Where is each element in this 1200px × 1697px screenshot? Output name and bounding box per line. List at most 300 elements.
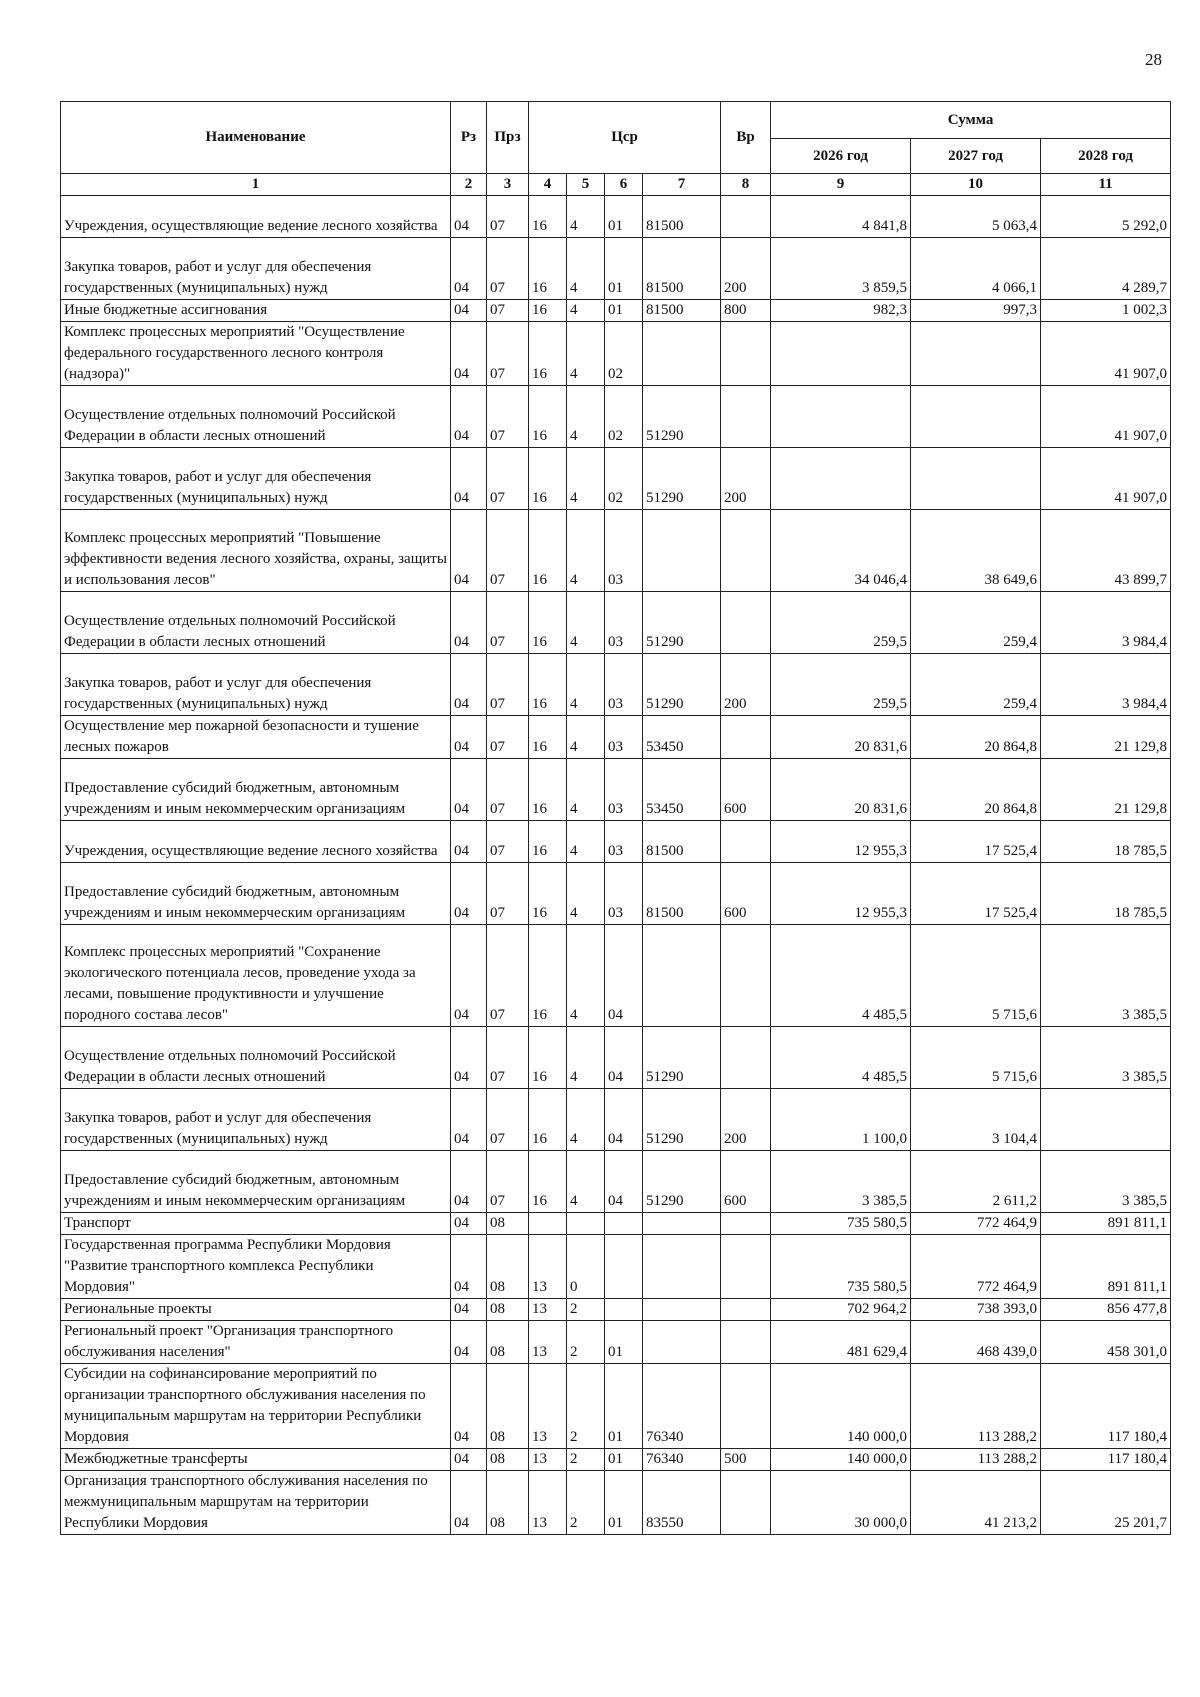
table-body — [61, 196, 1171, 1535]
row-csr-3: 04 — [605, 1151, 643, 1213]
row-rz: 04 — [451, 1449, 487, 1471]
row-sum-2028: 3 984,4 — [1041, 592, 1171, 654]
row-csr-3: 01 — [605, 238, 643, 300]
row-name: Предоставление субсидий бюджетным, автономным учреждениям и иным некоммерческим организациям — [61, 863, 451, 925]
row-sum-2028: 891 811,1 — [1041, 1235, 1171, 1299]
row-csr-1: 16 — [529, 1027, 567, 1089]
table-row — [61, 1151, 1171, 1213]
row-sum-2027: 772 464,9 — [911, 1235, 1041, 1299]
row-csr-4 — [643, 925, 721, 1027]
row-name: Транспорт — [61, 1213, 451, 1235]
row-csr-1: 16 — [529, 196, 567, 238]
col-number: 6 — [605, 174, 643, 196]
row-csr-1: 13 — [529, 1235, 567, 1299]
row-csr-3: 01 — [605, 1449, 643, 1471]
row-prz: 08 — [487, 1471, 529, 1535]
row-csr-1: 16 — [529, 386, 567, 448]
row-name: Закупка товаров, работ и услуг для обеспечения государственных (муниципальных) нужд — [61, 1089, 451, 1151]
row-csr-3: 03 — [605, 821, 643, 863]
row-sum-2026: 12 955,3 — [771, 863, 911, 925]
row-prz: 07 — [487, 716, 529, 759]
row-name: Комплекс процессных мероприятий "Осуществление федерального государственного лесного контроля (надзора)" — [61, 322, 451, 386]
row-rz: 04 — [451, 322, 487, 386]
row-csr-1: 16 — [529, 821, 567, 863]
row-csr-4 — [643, 1235, 721, 1299]
table-row — [61, 322, 1171, 386]
row-sum-2028: 41 907,0 — [1041, 448, 1171, 510]
row-prz: 08 — [487, 1235, 529, 1299]
row-vr — [721, 716, 771, 759]
row-csr-2 — [567, 1213, 605, 1235]
row-sum-2028: 4 289,7 — [1041, 238, 1171, 300]
row-name: Комплекс процессных мероприятий "Сохранение экологического потенциала лесов, проведение ухода за лесами, повышение продуктивности и улучшение породного состава лесов" — [61, 925, 451, 1027]
row-sum-2028: 3 385,5 — [1041, 1027, 1171, 1089]
row-csr-4: 76340 — [643, 1364, 721, 1449]
row-rz: 04 — [451, 925, 487, 1027]
row-vr — [721, 510, 771, 592]
row-csr-4: 76340 — [643, 1449, 721, 1471]
row-sum-2028: 21 129,8 — [1041, 759, 1171, 821]
row-rz: 04 — [451, 238, 487, 300]
row-rz: 04 — [451, 1027, 487, 1089]
row-prz: 07 — [487, 1089, 529, 1151]
row-prz: 07 — [487, 510, 529, 592]
row-csr-2: 2 — [567, 1449, 605, 1471]
row-csr-2: 4 — [567, 1089, 605, 1151]
row-csr-2: 4 — [567, 510, 605, 592]
row-sum-2028: 41 907,0 — [1041, 322, 1171, 386]
header-year-2027: 2027 год — [911, 139, 1041, 174]
row-csr-2: 4 — [567, 592, 605, 654]
row-name: Государственная программа Республики Мордовия "Развитие транспортного комплекса Республики Мордовия" — [61, 1235, 451, 1299]
row-csr-4: 51290 — [643, 592, 721, 654]
header-year-2026: 2026 год — [771, 139, 911, 174]
table-row — [61, 238, 1171, 300]
row-rz: 04 — [451, 592, 487, 654]
row-csr-2: 4 — [567, 654, 605, 716]
row-rz: 04 — [451, 1299, 487, 1321]
row-csr-3: 01 — [605, 196, 643, 238]
row-csr-1: 16 — [529, 654, 567, 716]
row-sum-2026: 4 485,5 — [771, 1027, 911, 1089]
row-rz: 04 — [451, 1089, 487, 1151]
row-name: Осуществление отдельных полномочий Российской Федерации в области лесных отношений — [61, 592, 451, 654]
row-rz: 04 — [451, 300, 487, 322]
table-row — [61, 1027, 1171, 1089]
row-prz: 07 — [487, 759, 529, 821]
row-csr-2: 4 — [567, 716, 605, 759]
row-prz: 07 — [487, 654, 529, 716]
row-sum-2026: 4 841,8 — [771, 196, 911, 238]
row-name: Организация транспортного обслуживания населения по межмуниципальным маршрутам на территории Республики Мордовия — [61, 1471, 451, 1535]
row-sum-2027: 17 525,4 — [911, 821, 1041, 863]
row-sum-2028 — [1041, 1089, 1171, 1151]
row-sum-2026: 3 859,5 — [771, 238, 911, 300]
row-sum-2026: 3 385,5 — [771, 1151, 911, 1213]
row-sum-2026 — [771, 386, 911, 448]
row-csr-3: 03 — [605, 716, 643, 759]
row-vr — [721, 1299, 771, 1321]
row-csr-4: 81500 — [643, 863, 721, 925]
row-sum-2027: 259,4 — [911, 592, 1041, 654]
header-name: Наименование — [61, 102, 451, 174]
row-csr-4: 53450 — [643, 759, 721, 821]
row-sum-2027: 3 104,4 — [911, 1089, 1041, 1151]
row-sum-2026: 12 955,3 — [771, 821, 911, 863]
col-number: 10 — [911, 174, 1041, 196]
table-row — [61, 1089, 1171, 1151]
row-csr-4: 51290 — [643, 654, 721, 716]
row-rz: 04 — [451, 863, 487, 925]
row-sum-2027: 41 213,2 — [911, 1471, 1041, 1535]
table-row — [61, 759, 1171, 821]
row-vr — [721, 1027, 771, 1089]
row-rz: 04 — [451, 386, 487, 448]
row-vr: 800 — [721, 300, 771, 322]
row-csr-3: 02 — [605, 386, 643, 448]
row-prz: 07 — [487, 386, 529, 448]
table-row — [61, 925, 1171, 1027]
row-csr-1: 16 — [529, 238, 567, 300]
row-sum-2026: 259,5 — [771, 654, 911, 716]
row-csr-4: 81500 — [643, 300, 721, 322]
row-csr-1: 16 — [529, 716, 567, 759]
header-sum: Сумма — [771, 102, 1171, 139]
col-number: 11 — [1041, 174, 1171, 196]
row-csr-1: 16 — [529, 759, 567, 821]
row-rz: 04 — [451, 1213, 487, 1235]
row-vr: 600 — [721, 759, 771, 821]
row-sum-2027 — [911, 448, 1041, 510]
table-row — [61, 1471, 1171, 1535]
row-prz: 07 — [487, 821, 529, 863]
row-csr-2: 4 — [567, 448, 605, 510]
col-number: 7 — [643, 174, 721, 196]
row-name: Закупка товаров, работ и услуг для обеспечения государственных (муниципальных) нужд — [61, 448, 451, 510]
row-csr-2: 4 — [567, 925, 605, 1027]
row-rz: 04 — [451, 1235, 487, 1299]
row-sum-2028: 21 129,8 — [1041, 716, 1171, 759]
row-csr-3: 01 — [605, 1364, 643, 1449]
row-sum-2026: 982,3 — [771, 300, 911, 322]
row-csr-3: 03 — [605, 654, 643, 716]
row-rz: 04 — [451, 1321, 487, 1364]
row-name: Комплекс процессных мероприятий "Повышение эффективности ведения лесного хозяйства, охраны, защиты и использования лесов" — [61, 510, 451, 592]
col-number: 1 — [61, 174, 451, 196]
row-csr-3: 01 — [605, 300, 643, 322]
row-vr — [721, 592, 771, 654]
row-sum-2026: 20 831,6 — [771, 716, 911, 759]
row-sum-2027 — [911, 322, 1041, 386]
row-csr-4: 81500 — [643, 821, 721, 863]
row-sum-2027: 4 066,1 — [911, 238, 1041, 300]
row-sum-2028: 43 899,7 — [1041, 510, 1171, 592]
row-csr-4: 81500 — [643, 196, 721, 238]
row-vr — [721, 1321, 771, 1364]
row-rz: 04 — [451, 448, 487, 510]
row-sum-2027: 259,4 — [911, 654, 1041, 716]
row-sum-2026 — [771, 322, 911, 386]
header-rz: Рз — [451, 102, 487, 174]
row-sum-2026: 259,5 — [771, 592, 911, 654]
row-csr-3: 04 — [605, 925, 643, 1027]
row-sum-2026: 1 100,0 — [771, 1089, 911, 1151]
col-number: 5 — [567, 174, 605, 196]
row-prz: 07 — [487, 925, 529, 1027]
row-csr-3: 04 — [605, 1027, 643, 1089]
row-csr-1: 13 — [529, 1299, 567, 1321]
row-sum-2027: 113 288,2 — [911, 1364, 1041, 1449]
row-csr-1: 13 — [529, 1471, 567, 1535]
row-name: Предоставление субсидий бюджетным, автономным учреждениям и иным некоммерческим организациям — [61, 1151, 451, 1213]
row-prz: 07 — [487, 238, 529, 300]
row-csr-2: 4 — [567, 821, 605, 863]
row-prz: 08 — [487, 1449, 529, 1471]
row-sum-2027: 468 439,0 — [911, 1321, 1041, 1364]
table-row — [61, 821, 1171, 863]
row-rz: 04 — [451, 821, 487, 863]
table-row — [61, 448, 1171, 510]
row-sum-2027: 772 464,9 — [911, 1213, 1041, 1235]
table-row — [61, 300, 1171, 322]
row-csr-3: 03 — [605, 863, 643, 925]
row-csr-1: 16 — [529, 1151, 567, 1213]
col-number: 2 — [451, 174, 487, 196]
row-csr-4: 51290 — [643, 1027, 721, 1089]
row-csr-1: 16 — [529, 592, 567, 654]
row-sum-2027: 5 715,6 — [911, 1027, 1041, 1089]
col-number: 8 — [721, 174, 771, 196]
row-prz: 07 — [487, 592, 529, 654]
row-sum-2027: 17 525,4 — [911, 863, 1041, 925]
row-name: Осуществление мер пожарной безопасности и тушение лесных пожаров — [61, 716, 451, 759]
row-sum-2026: 481 629,4 — [771, 1321, 911, 1364]
row-vr — [721, 322, 771, 386]
row-csr-1: 13 — [529, 1449, 567, 1471]
table-row — [61, 196, 1171, 238]
row-sum-2028: 117 180,4 — [1041, 1364, 1171, 1449]
row-sum-2026 — [771, 448, 911, 510]
row-csr-4 — [643, 510, 721, 592]
row-csr-2: 4 — [567, 238, 605, 300]
row-name: Учреждения, осуществляющие ведение лесного хозяйства — [61, 196, 451, 238]
row-sum-2026: 140 000,0 — [771, 1364, 911, 1449]
row-csr-4: 83550 — [643, 1471, 721, 1535]
row-sum-2027: 997,3 — [911, 300, 1041, 322]
row-vr — [721, 1364, 771, 1449]
row-sum-2028: 5 292,0 — [1041, 196, 1171, 238]
row-vr — [721, 386, 771, 448]
row-name: Осуществление отдельных полномочий Российской Федерации в области лесных отношений — [61, 386, 451, 448]
row-vr — [721, 1235, 771, 1299]
row-csr-4 — [643, 1213, 721, 1235]
table-row — [61, 654, 1171, 716]
row-csr-3: 03 — [605, 759, 643, 821]
row-sum-2027: 5 063,4 — [911, 196, 1041, 238]
row-vr: 200 — [721, 238, 771, 300]
row-csr-2: 2 — [567, 1364, 605, 1449]
row-sum-2027: 2 611,2 — [911, 1151, 1041, 1213]
table-row — [61, 1299, 1171, 1321]
row-csr-4: 51290 — [643, 448, 721, 510]
row-sum-2028: 1 002,3 — [1041, 300, 1171, 322]
row-name: Иные бюджетные ассигнования — [61, 300, 451, 322]
row-sum-2028: 3 385,5 — [1041, 925, 1171, 1027]
row-csr-2: 4 — [567, 322, 605, 386]
row-sum-2028: 18 785,5 — [1041, 863, 1171, 925]
header-prz: Прз — [487, 102, 529, 174]
row-prz: 07 — [487, 322, 529, 386]
row-vr: 200 — [721, 448, 771, 510]
col-number: 3 — [487, 174, 529, 196]
table-header — [61, 102, 1171, 196]
row-sum-2028: 3 385,5 — [1041, 1151, 1171, 1213]
row-vr — [721, 1471, 771, 1535]
row-rz: 04 — [451, 196, 487, 238]
row-name: Субсидии на софинансирование мероприятий по организации транспортного обслуживания населения по муниципальным маршрутам на территории Республики Мордовия — [61, 1364, 451, 1449]
row-vr — [721, 925, 771, 1027]
header-vr: Вр — [721, 102, 771, 174]
row-csr-1: 16 — [529, 300, 567, 322]
row-prz: 07 — [487, 1151, 529, 1213]
row-prz: 08 — [487, 1364, 529, 1449]
row-vr: 200 — [721, 654, 771, 716]
row-csr-2: 4 — [567, 1027, 605, 1089]
row-csr-2: 2 — [567, 1471, 605, 1535]
row-csr-4: 53450 — [643, 716, 721, 759]
row-csr-1: 16 — [529, 322, 567, 386]
row-name: Учреждения, осуществляющие ведение лесного хозяйства — [61, 821, 451, 863]
row-vr — [721, 821, 771, 863]
row-csr-4: 81500 — [643, 238, 721, 300]
row-sum-2027: 5 715,6 — [911, 925, 1041, 1027]
table-row — [61, 716, 1171, 759]
row-sum-2028: 25 201,7 — [1041, 1471, 1171, 1535]
row-sum-2027 — [911, 386, 1041, 448]
table-row — [61, 592, 1171, 654]
row-vr — [721, 196, 771, 238]
table-row — [61, 1213, 1171, 1235]
row-csr-1: 13 — [529, 1364, 567, 1449]
row-csr-1: 16 — [529, 925, 567, 1027]
row-name: Закупка товаров, работ и услуг для обеспечения государственных (муниципальных) нужд — [61, 238, 451, 300]
row-prz: 08 — [487, 1299, 529, 1321]
row-csr-4 — [643, 1321, 721, 1364]
row-csr-2: 4 — [567, 863, 605, 925]
row-csr-4 — [643, 1299, 721, 1321]
row-csr-1: 16 — [529, 1089, 567, 1151]
row-csr-3 — [605, 1235, 643, 1299]
row-vr: 500 — [721, 1449, 771, 1471]
row-csr-2: 4 — [567, 759, 605, 821]
row-prz: 07 — [487, 300, 529, 322]
row-csr-3: 01 — [605, 1321, 643, 1364]
row-sum-2026: 702 964,2 — [771, 1299, 911, 1321]
row-name: Региональный проект "Организация транспортного обслуживания населения" — [61, 1321, 451, 1364]
row-sum-2028: 41 907,0 — [1041, 386, 1171, 448]
row-sum-2028: 117 180,4 — [1041, 1449, 1171, 1471]
row-vr — [721, 1213, 771, 1235]
row-sum-2026: 30 000,0 — [771, 1471, 911, 1535]
row-sum-2026: 735 580,5 — [771, 1235, 911, 1299]
row-name: Осуществление отдельных полномочий Российской Федерации в области лесных отношений — [61, 1027, 451, 1089]
row-csr-3: 03 — [605, 592, 643, 654]
row-sum-2028: 856 477,8 — [1041, 1299, 1171, 1321]
table-row — [61, 1235, 1171, 1299]
row-sum-2026: 4 485,5 — [771, 925, 911, 1027]
row-csr-2: 2 — [567, 1299, 605, 1321]
row-rz: 04 — [451, 759, 487, 821]
table-row — [61, 510, 1171, 592]
row-prz: 07 — [487, 448, 529, 510]
table-row — [61, 1321, 1171, 1364]
row-sum-2028: 891 811,1 — [1041, 1213, 1171, 1235]
row-prz: 08 — [487, 1321, 529, 1364]
row-sum-2028: 458 301,0 — [1041, 1321, 1171, 1364]
row-csr-4: 51290 — [643, 1151, 721, 1213]
row-csr-3 — [605, 1299, 643, 1321]
row-sum-2028: 18 785,5 — [1041, 821, 1171, 863]
row-prz: 07 — [487, 1027, 529, 1089]
row-csr-4: 51290 — [643, 386, 721, 448]
row-csr-3: 02 — [605, 448, 643, 510]
header-year-2028: 2028 год — [1041, 139, 1171, 174]
row-csr-3: 03 — [605, 510, 643, 592]
table-row — [61, 386, 1171, 448]
table-row — [61, 1364, 1171, 1449]
row-csr-2: 4 — [567, 196, 605, 238]
row-csr-4: 51290 — [643, 1089, 721, 1151]
row-csr-1: 16 — [529, 510, 567, 592]
row-rz: 04 — [451, 510, 487, 592]
budget-table — [60, 101, 1171, 1535]
row-vr: 200 — [721, 1089, 771, 1151]
row-rz: 04 — [451, 1364, 487, 1449]
row-sum-2027: 20 864,8 — [911, 716, 1041, 759]
row-prz: 08 — [487, 1213, 529, 1235]
row-csr-2: 0 — [567, 1235, 605, 1299]
row-sum-2027: 738 393,0 — [911, 1299, 1041, 1321]
row-rz: 04 — [451, 1471, 487, 1535]
row-name: Предоставление субсидий бюджетным, автономным учреждениям и иным некоммерческим организациям — [61, 759, 451, 821]
row-csr-2: 2 — [567, 1321, 605, 1364]
row-sum-2027: 20 864,8 — [911, 759, 1041, 821]
row-csr-2: 4 — [567, 300, 605, 322]
row-csr-3: 04 — [605, 1089, 643, 1151]
row-sum-2026: 20 831,6 — [771, 759, 911, 821]
row-sum-2026: 34 046,4 — [771, 510, 911, 592]
row-sum-2027: 113 288,2 — [911, 1449, 1041, 1471]
row-rz: 04 — [451, 716, 487, 759]
header-csr: Цср — [529, 102, 721, 174]
row-csr-1: 16 — [529, 863, 567, 925]
row-csr-3 — [605, 1213, 643, 1235]
row-csr-1: 16 — [529, 448, 567, 510]
row-csr-2: 4 — [567, 1151, 605, 1213]
row-vr: 600 — [721, 1151, 771, 1213]
row-prz: 07 — [487, 196, 529, 238]
row-csr-3: 01 — [605, 1471, 643, 1535]
row-prz: 07 — [487, 863, 529, 925]
col-number: 4 — [529, 174, 567, 196]
row-csr-2: 4 — [567, 386, 605, 448]
row-csr-4 — [643, 322, 721, 386]
row-sum-2026: 735 580,5 — [771, 1213, 911, 1235]
row-name: Межбюджетные трансферты — [61, 1449, 451, 1471]
row-sum-2026: 140 000,0 — [771, 1449, 911, 1471]
col-number: 9 — [771, 174, 911, 196]
row-vr: 600 — [721, 863, 771, 925]
